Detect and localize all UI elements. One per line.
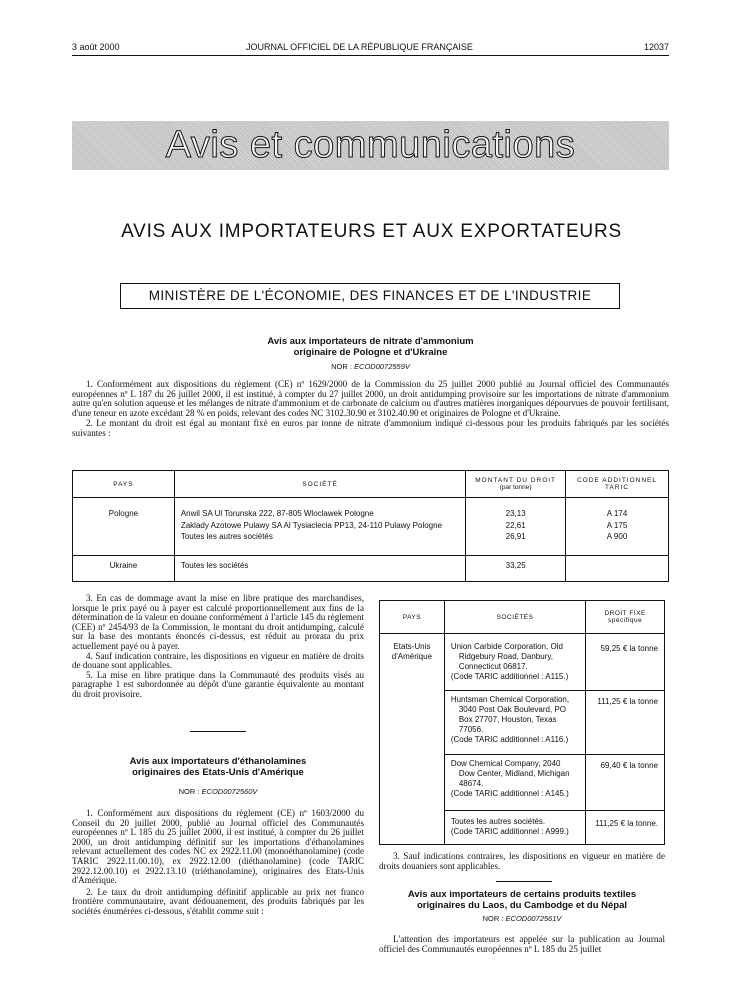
- notice2-title-line1: Avis aux importateurs d'éthanolamines: [129, 756, 307, 767]
- societe-line: (Code TARIC additionnel : A115.): [450, 672, 569, 681]
- societe-line: (Code TARIC additionnel : A999.): [450, 827, 569, 836]
- notice1-para5: 5. La mise en libre pratique dans la Communauté des produits visés au paragraphe 1 est subordonnée au dépôt d'une garantie équivalente au montant du droit provisoire.: [72, 669, 364, 699]
- notice1-paragraphs: [72, 380, 669, 439]
- section-banner: [72, 121, 669, 170]
- montant-cell: [466, 498, 566, 556]
- droit-cell: 111,25 € la tonne.: [586, 811, 665, 845]
- code-value: A 175: [606, 520, 628, 530]
- societe-cell: [174, 498, 465, 556]
- nor-label: NOR :: [482, 914, 504, 923]
- pays-cell: Pologne: [73, 498, 175, 556]
- issue-date: 3 août 2000: [72, 42, 120, 52]
- societe-line: Connecticut 06817.: [458, 662, 528, 671]
- societe-cell: [444, 755, 585, 811]
- col-pays: PAYS: [380, 601, 445, 634]
- nor-label: NOR :: [331, 362, 352, 371]
- notice1-para1: 1. Conformément aux dispositions du règlement (CE) nº 1629/2000 de la Commission du 25 juillet 2000 publié au Journal officiel des Communautés européennes nº L 187 du 26 juillet 2000, il est institué, à compter du 27 juillet 2000, un droit antidumping provisoire sur les importations de nitrate d'ammonium autre qu'en solution aqueuse et les mélanges de nitrate d'ammonium et de carbonate de calcium ou d'autres matières inorganiques dépourvues de pouvoir fertilisant, d'une teneur en azote excédant 28 % en poids, relevant des codes NC 3102.30.90 et 3102.40.90 et originaires de Pologne et d'Ukraine.: [72, 379, 669, 418]
- societe-line: 3040 Post Oak Boulevard, PO: [458, 705, 566, 714]
- societe-line: Ridgebury Road, Danbury,: [458, 652, 553, 661]
- notice2-para2: 2. Le taux du droit antidumping définitif applicable au prix net franco frontière communautaire, avant dédouanement, des produits fabriqués par les sociétés énumérées ci-dessous, s'établit comme suit :: [72, 886, 364, 916]
- code-value: A 900: [606, 532, 628, 541]
- notice3-nor: [379, 914, 665, 923]
- notice3-paragraphs: [379, 935, 665, 954]
- ethanolamine-duty-table: [379, 600, 665, 845]
- col-pays: PAYS: [73, 471, 175, 498]
- notice2-nor: [72, 787, 364, 796]
- notice3-title-line1: Avis aux importateurs de certains produits textiles: [407, 889, 637, 900]
- notice1-para4: 4. Sauf indication contraire, les dispositions en vigueur en matière de droits de douane sont applicables.: [72, 650, 364, 671]
- col-montant: [466, 471, 566, 498]
- notice1-paragraphs-cont: [72, 594, 364, 700]
- code-value: A 174: [606, 509, 628, 518]
- montant-cell: 33,25: [466, 556, 566, 582]
- societe-cell: [444, 811, 585, 845]
- col-montant-line2: (par tonne): [499, 484, 532, 491]
- table-row: [73, 556, 669, 582]
- notice3-title-line2: originaires du Laos, du Cambodge et du Népal: [416, 900, 628, 911]
- table-row: [380, 634, 665, 691]
- notice1-title: [72, 336, 669, 358]
- col-societe: SOCIÉTÉ: [174, 471, 465, 498]
- pays-line: Etats-Unis: [393, 642, 431, 651]
- societe-line: Box 27707, Houston, Texas: [458, 715, 557, 724]
- col-code: [566, 471, 669, 498]
- col-droit: [586, 601, 665, 634]
- col-montant-line1: MONTANT DU DROIT: [475, 477, 557, 484]
- notice2-para1: 1. Conformément aux dispositions du règlement (CE) nº 1603/2000 du Conseil du 20 juillet 2000, publié au Journal officiel des Communautés européennes nº L 185 du 25 juillet 2000, il est institué, à compter du 26 juillet 2000, un droit antidumping définitif sur les importations d'éthanolamines relevant actuellement des codes NC ex 2922.11.00 (monoéthanolamine) (code TARIC 2922.11.00.10), ex 2922.12.00 (diéthanolamine) (code TARIC 2922.12.00.10) et 2922.13.10 (triéthanolamine), originaires des Etats-Unis d'Amérique.: [72, 808, 364, 886]
- nor-code: ECOD0072559V: [354, 362, 410, 371]
- col-code-line1: CODE ADDITIONNEL: [577, 477, 657, 484]
- notice1-nor: [72, 362, 669, 371]
- droit-cell: 69,40 € la tonne: [586, 755, 665, 811]
- societe-cell: [444, 691, 585, 755]
- page-number: 12037: [644, 42, 670, 52]
- table-row: [73, 498, 669, 556]
- societe-line: Union Carbide Corporation, Old: [450, 642, 563, 651]
- notice2-paragraphs: [72, 809, 364, 917]
- societe-line: 48674.: [458, 779, 484, 788]
- notice1-para2: 2. Le montant du droit est égal au montant fixé en euros par tonne de nitrate d'ammonium indiqué ci-dessous pour les produits fabriqués par les sociétés suivantes :: [72, 418, 669, 438]
- notice3-para1: L'attention des importateurs est appelée sur la publication au Journal officiel des Communautés européennes nº L 185 du 25 juillet: [379, 934, 665, 954]
- pays-line: d'Amérique: [391, 652, 433, 661]
- montant-value: 23,13: [505, 509, 526, 518]
- col-code-line2: TARIC: [605, 484, 630, 491]
- notice1-title-line2: originaire de Pologne et d'Ukraine: [293, 347, 448, 358]
- journal-name: JOURNAL OFFICIEL DE LA RÉPUBLIQUE FRANÇAISE: [246, 42, 473, 52]
- pays-cell: Ukraine: [73, 556, 175, 582]
- ministry-box: MINISTÈRE DE L'ÉCONOMIE, DES FINANCES ET DE L'INDUSTRIE: [120, 283, 620, 309]
- notice3-title: [379, 889, 665, 911]
- code-cell: [566, 498, 669, 556]
- societe-line: Huntsman Chemical Corporation,: [450, 695, 570, 704]
- col-droit-line2: spécifique: [608, 617, 643, 624]
- nor-code: ECOD0072561V: [505, 914, 562, 923]
- code-cell: [566, 556, 669, 582]
- montant-value: 26,91: [505, 532, 526, 541]
- societe-line: (Code TARIC additionnel : A145.): [450, 789, 569, 798]
- banner-title: Avis et communications: [165, 124, 576, 166]
- header-rule: [72, 55, 669, 56]
- section-title: AVIS AUX IMPORTATEURS ET AUX EXPORTATEURS: [121, 221, 622, 242]
- pays-cell: [380, 634, 445, 845]
- notice2-title-line2: originaires des Etats-Unis d'Amérique: [132, 767, 304, 778]
- montant-value: 22,61: [505, 520, 526, 530]
- divider: [190, 731, 246, 732]
- droit-cell: 59,25 € la tonne: [586, 634, 665, 691]
- societe-cell: Toutes les sociétés: [174, 556, 465, 582]
- col-droit-line1: DROIT FIXE: [604, 610, 646, 617]
- divider: [496, 881, 552, 882]
- notice1-title-line1: Avis aux importateurs de nitrate d'ammonium: [267, 336, 474, 347]
- notice2-para3-block: [379, 852, 665, 871]
- societe-line: Toutes les autres sociétés.: [450, 817, 546, 826]
- nor-code: ECOD0072560V: [201, 787, 258, 796]
- nor-label: NOR :: [178, 787, 200, 796]
- societe-line: Zaklady Azotowe Pulawy SA Al Tysiaclecia PP13, 24-110 Pulawy Pologne: [180, 520, 443, 530]
- societe-line: 77056.: [458, 725, 484, 734]
- droit-cell: 111,25 € la tonne: [586, 691, 665, 755]
- societe-line: Dow Center, Midland, Michigan: [458, 769, 570, 778]
- societe-line: Anwil SA Ul Torunska 222, 87-805 Wloclawek Pologne: [180, 509, 374, 518]
- notice1-para3: 3. En cas de dommage avant la mise en libre pratique des marchandises, lorsque le prix payé ou à payer est calculé proportionnellement aux fins de la détermination de la valeur en douane conformément à l'article 145 du règlement (CEE) nº 2454/93 de la Commission, le montant du droit antidumping, calculé sur la base des montants énoncés ci-dessus, est réduit au prorata du prix actuellement payé ou à payer.: [72, 593, 364, 651]
- societe-line: Dow Chemical Company, 2040: [450, 759, 561, 768]
- nitrate-duty-table: [72, 470, 669, 582]
- societe-line: (Code TARIC additionnel : A116.): [450, 735, 569, 744]
- notice2-title: [72, 756, 364, 778]
- societe-cell: [444, 634, 585, 691]
- societe-line: Toutes les autres sociétés: [180, 532, 273, 541]
- notice2-para3: 3. Sauf indications contraires, les dispositions en vigueur en matière de droits douaniers sont applicables.: [379, 851, 665, 871]
- col-societes: SOCIÉTÉS: [444, 601, 585, 634]
